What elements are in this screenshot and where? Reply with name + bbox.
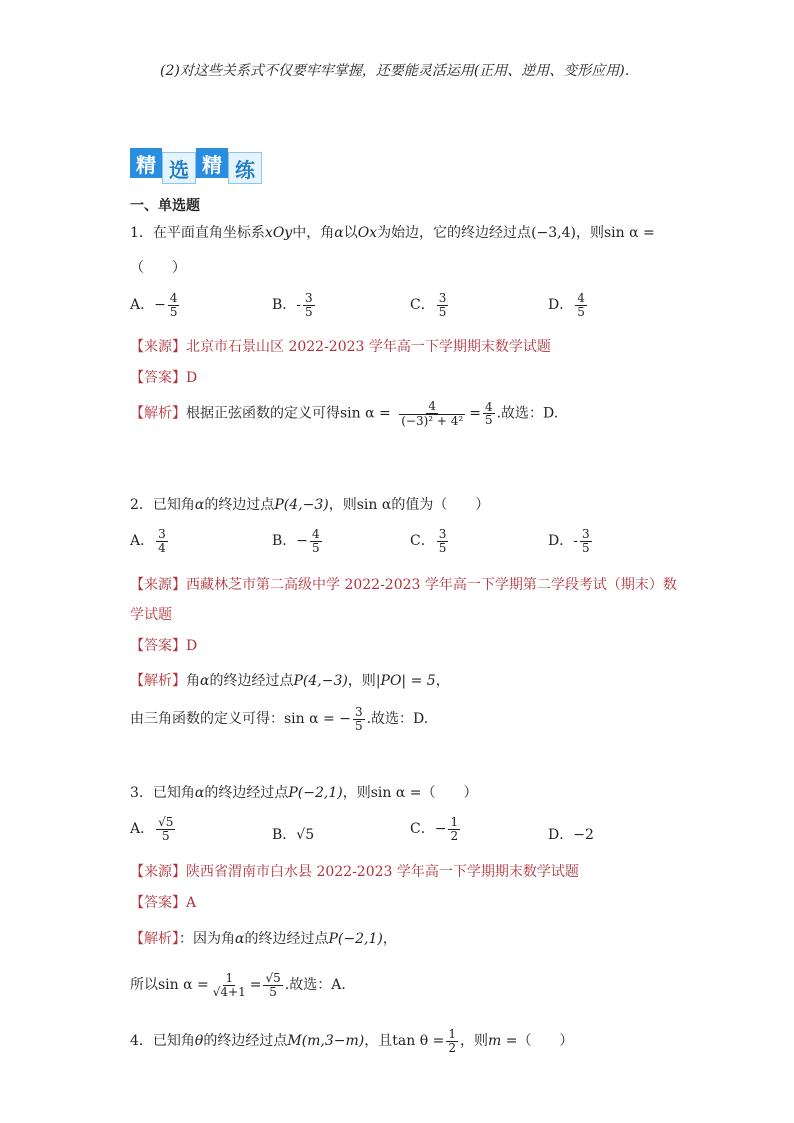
analysis-alpha: α: [200, 673, 210, 689]
q1-option-b[interactable]: [272, 292, 317, 318]
frac-num: 3: [305, 291, 313, 305]
analysis-expr: sin α =: [158, 977, 209, 994]
analysis-text: ，则: [347, 673, 376, 689]
q3-analysis-line2: [130, 972, 346, 998]
source-text: 西藏林芝市第二高级中学 2022-2023 学年高一下学期第二学段考试（期末）数: [186, 577, 677, 593]
analysis-text: ，: [382, 931, 397, 947]
q3-paren: （ ）: [421, 785, 478, 801]
q2-text: 2．已知角: [130, 497, 195, 513]
q2-option-b[interactable]: [272, 528, 324, 554]
option-label: B．: [272, 827, 297, 843]
q1-analysis: [130, 400, 558, 427]
option-label: C．−: [410, 821, 447, 838]
q1-alpha: α: [334, 225, 344, 241]
q2-alpha: α: [194, 497, 205, 513]
q4-text: 的终边经过点: [203, 1033, 288, 1050]
analysis-eq: =: [249, 977, 262, 994]
frac-num: 1: [450, 815, 459, 829]
q1-xoy: xOy: [264, 225, 293, 241]
q4-tan: tan θ =: [392, 1033, 445, 1050]
logo-char: 精: [130, 148, 162, 178]
frac-den: 5: [354, 718, 363, 733]
q2-analysis: [130, 670, 450, 690]
frac-num: 3: [158, 527, 166, 541]
frac-num: √5: [158, 815, 174, 829]
q3-option-b[interactable]: [272, 824, 314, 844]
q3-alpha: α: [194, 785, 205, 801]
q3-answer: [130, 892, 196, 912]
option-label: A．: [130, 533, 155, 550]
frac-den: 5: [312, 540, 320, 555]
q2-point: P(4,−3): [274, 497, 329, 513]
q4-theta: θ: [194, 1033, 204, 1050]
q1-text: 为始边，它的终边经过点: [377, 225, 532, 241]
answer-value: D: [186, 638, 198, 654]
analysis-text: 角: [186, 673, 200, 689]
q3-point: P(−2,1): [288, 785, 343, 801]
section-heading: 一、单选题: [130, 198, 200, 214]
q2-text: 的终边过点: [204, 497, 275, 513]
q2-sin: sin α: [356, 497, 392, 513]
q2-source-cont: 学试题: [130, 607, 172, 623]
answer-tag: 【答案】: [130, 370, 186, 386]
q1-point: (−3,4): [531, 225, 576, 241]
q4-text: ，且: [364, 1033, 393, 1050]
source-text: 北京市石景山区 2022-2023 学年高一下学期期末数学试题: [186, 339, 551, 355]
source-tag: 【来源】: [130, 339, 186, 355]
option-value: −2: [573, 827, 594, 843]
frac-den: √4+1: [212, 984, 246, 999]
source-tag: 【来源】: [130, 577, 186, 593]
analysis-eq: =: [469, 405, 481, 422]
analysis-tag: 【解析】: [130, 931, 179, 947]
logo-char: 选: [162, 152, 196, 184]
frac-den: 5: [305, 304, 313, 319]
q3-source: [130, 861, 579, 881]
q1-text: 中，角: [292, 225, 335, 241]
analysis-end: .故选：A.: [284, 977, 346, 994]
frac-num: 1: [448, 1027, 456, 1041]
analysis-tag: 【解析】: [130, 673, 186, 689]
q1-option-a[interactable]: [130, 292, 181, 318]
q3-option-d[interactable]: [548, 824, 594, 844]
analysis-text: 的终边经过点: [244, 931, 329, 947]
q2-option-d[interactable]: [548, 528, 594, 554]
frac-den: 5: [169, 304, 178, 319]
option-label: D．-: [548, 533, 578, 550]
q1-option-d[interactable]: [548, 292, 589, 318]
answer-value: A: [186, 895, 197, 911]
q1-source: [130, 336, 551, 356]
analysis-text: ，: [435, 673, 450, 689]
q1-ox: Ox: [357, 225, 378, 241]
source-text: 陕西省渭南市白水县 2022-2023 学年高一下学期期末数学试题: [186, 864, 579, 880]
q2-text: ，则: [328, 497, 357, 513]
analysis-tag: 【解析】: [130, 405, 186, 422]
frac-num: 3: [438, 291, 447, 305]
option-value: √5: [296, 827, 315, 843]
source-tag: 【来源】: [130, 864, 186, 880]
q3-option-a[interactable]: [130, 816, 177, 842]
q2-option-c[interactable]: [410, 528, 450, 554]
q3-sin: sin α =: [370, 785, 422, 801]
option-label: D．: [548, 827, 574, 843]
frac-den: 2: [450, 828, 459, 843]
q1-stem: [130, 222, 655, 242]
analysis-expr: sin α =: [340, 405, 391, 422]
q4-paren: （ ）: [517, 1033, 574, 1050]
option-label: A．−: [130, 297, 166, 314]
frac-num: 3: [438, 527, 447, 541]
frac-num: 4: [312, 527, 320, 541]
analysis-alpha: α: [235, 931, 245, 947]
frac-den: 4: [158, 540, 166, 555]
analysis-expr: sin α = −: [284, 711, 351, 728]
logo-char: 精: [196, 148, 228, 178]
analysis-text: 的终边经过点: [209, 673, 294, 689]
q4-text: ，则: [459, 1033, 488, 1050]
q1-answer: [130, 367, 197, 387]
analysis-end: .故选：D.: [366, 711, 429, 728]
frac-den: 5: [269, 984, 277, 999]
q3-analysis: [130, 928, 397, 948]
q3-text: ，则: [342, 785, 371, 801]
q3-text: 3．已知角: [130, 785, 195, 801]
logo-char: 练: [228, 152, 262, 184]
option-label: A．: [130, 821, 155, 838]
frac-num: 3: [581, 527, 590, 541]
q3-option-c[interactable]: [410, 816, 462, 842]
analysis-end: .故选：D.: [496, 405, 559, 422]
analysis-text: 根据正弦函数的定义可得: [186, 405, 340, 422]
selected-exercises-logo: [130, 148, 262, 182]
frac-den: 5: [581, 540, 590, 555]
q4-stem: [130, 1028, 573, 1054]
answer-value: D: [186, 370, 198, 386]
q1-sin: sin α =: [603, 225, 655, 241]
intro-line: (2)对这些关系式不仅要牢牢掌握，还要能灵活运用(正用、逆用、变形应用)．: [160, 63, 639, 79]
option-label: B．-: [272, 297, 302, 314]
q2-source: [130, 574, 677, 594]
frac-den: 5: [438, 540, 447, 555]
q1-paren: （ ）: [130, 260, 186, 276]
q2-analysis-line2: [130, 706, 428, 732]
analysis-point: P(−2,1): [328, 931, 383, 947]
frac-num: 4: [484, 399, 493, 414]
option-label: C．: [410, 297, 435, 314]
frac-den: 5: [161, 828, 170, 843]
frac-den: 5: [577, 304, 585, 319]
q4-text: 4．已知角: [130, 1033, 195, 1050]
frac-den: 5: [484, 413, 493, 428]
frac-den: 5: [438, 304, 447, 319]
q3-text: 的终边经过点: [204, 785, 289, 801]
q1-option-c[interactable]: [410, 292, 450, 318]
q1-text: 以: [343, 225, 358, 241]
frac-den: 2: [448, 1040, 456, 1055]
option-label: D．: [548, 297, 574, 314]
answer-tag: 【答案】: [130, 895, 186, 911]
q3-stem: [130, 782, 478, 802]
frac-num: 4: [169, 291, 178, 305]
q2-stem: [130, 494, 489, 514]
q1-text: 1．在平面直角坐标系: [130, 225, 265, 241]
frac-num: 1: [225, 971, 234, 985]
frac-num: 4: [577, 291, 585, 305]
frac-num: √5: [265, 971, 281, 985]
q1-text: ，则: [575, 225, 604, 241]
q4-m: m =: [487, 1033, 518, 1050]
option-label: B．−: [272, 533, 309, 550]
q4-point: M(m,3−m): [287, 1033, 365, 1050]
option-label: C．: [410, 533, 435, 550]
analysis-po: |PO| = 5: [375, 673, 436, 689]
q2-text: 的值为（ ）: [391, 497, 490, 513]
frac-num: 4: [428, 399, 437, 413]
q2-option-a[interactable]: [130, 528, 170, 554]
analysis-text: 所以: [130, 977, 158, 994]
answer-tag: 【答案】: [130, 638, 186, 654]
analysis-text: ：因为角: [179, 931, 235, 947]
frac-num: 3: [354, 705, 363, 719]
analysis-text: 由三角函数的定义可得：: [130, 711, 284, 728]
frac-den: (−3)² + 4²: [401, 413, 464, 428]
analysis-point: P(4,−3): [293, 673, 348, 689]
q2-answer: [130, 635, 197, 655]
